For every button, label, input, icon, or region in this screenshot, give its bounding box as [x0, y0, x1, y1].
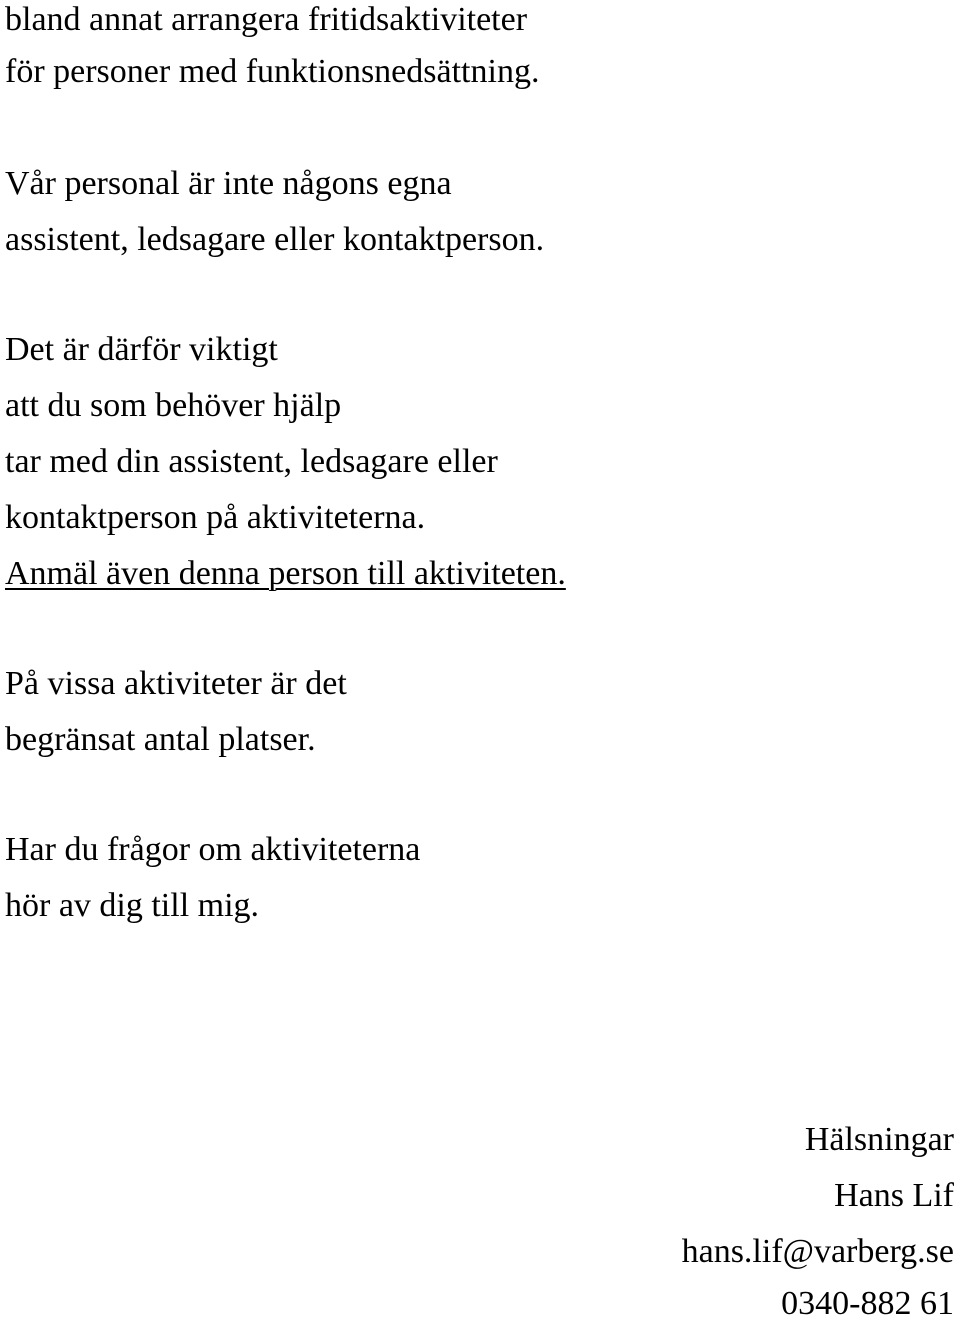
- text-line: kontaktperson på aktiviteterna.: [5, 499, 426, 536]
- text-line: assistent, ledsagare eller kontaktperson.: [5, 221, 545, 258]
- text-line: bland annat arrangera fritidsaktiviteter: [5, 1, 528, 38]
- signature-email: hans.lif@varberg.se: [681, 1233, 954, 1270]
- text-line: att du som behöver hjälp: [5, 387, 342, 424]
- text-line: begränsat antal platser.: [5, 721, 316, 758]
- text-line: Det är därför viktigt: [5, 331, 278, 368]
- signature-name: Hans Lif: [834, 1177, 954, 1214]
- text-line: hör av dig till mig.: [5, 887, 260, 924]
- underlined-notice: Anmäl även denna person till aktiviteten.: [5, 555, 566, 592]
- text-line: Har du frågor om aktiviteterna: [5, 831, 421, 868]
- text-line: tar med din assistent, ledsagare eller: [5, 443, 498, 480]
- text-line: för personer med funktionsnedsättning.: [5, 53, 540, 90]
- text-line: På vissa aktiviteter är det: [5, 665, 347, 702]
- signature-greeting: Hälsningar: [804, 1121, 954, 1158]
- text-line: Vår personal är inte någons egna: [5, 165, 452, 202]
- signature-phone: 0340-882 61: [781, 1285, 954, 1322]
